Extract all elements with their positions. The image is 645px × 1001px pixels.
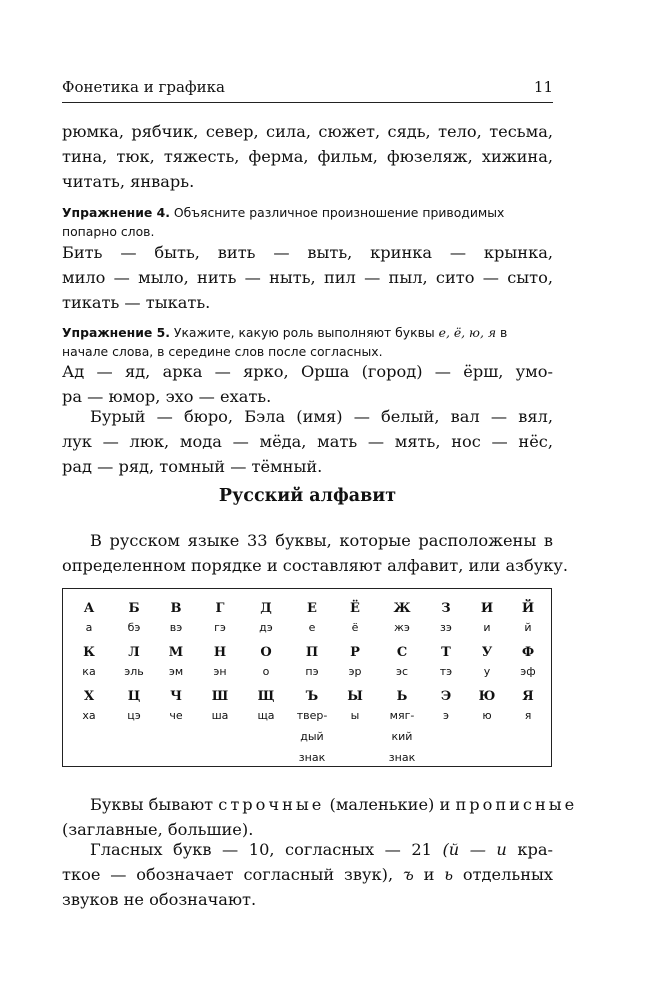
letter-name: вэ (169, 621, 183, 634)
text-line: тина, тюк, тяжесть, ферма, фильм, фюзеляж, хижина, (62, 147, 553, 166)
alphabet-letter: Ю (478, 689, 496, 704)
alphabet-letter: Л (128, 645, 140, 660)
text-line: ра — юмор, эхо — ехать. (62, 387, 272, 406)
alphabet-letter: Й (521, 601, 535, 616)
alphabet-cell (154, 601, 198, 638)
alphabet-letter: И (480, 601, 494, 616)
exercise-label: Упражнение 4. (62, 205, 170, 220)
text-run: Буквы бывают (90, 795, 219, 814)
alphabet-letter: Ъ (305, 689, 319, 704)
alphabet-letter: Р (350, 645, 360, 660)
exercise-4-task (62, 203, 553, 241)
running-title: Фонетика и графика (62, 78, 225, 96)
letter-name: э (442, 709, 450, 722)
letter-name: о (262, 665, 270, 678)
letter-name: гэ (214, 621, 226, 634)
alphabet-letter: Б (128, 601, 140, 616)
text-run: и (413, 865, 445, 884)
alphabet-table (62, 588, 552, 767)
alphabet-cell (380, 689, 424, 768)
letter-name: зэ (440, 621, 452, 634)
alphabet-letter: Ж (393, 601, 411, 616)
alphabet-letter: Д (260, 601, 272, 616)
alphabet-cell (154, 645, 198, 682)
alphabet-letter: Х (83, 689, 95, 704)
alphabet-letter: О (260, 645, 272, 660)
alphabet-cell (244, 645, 288, 682)
alphabet-cell (506, 645, 550, 682)
text-line (62, 837, 553, 862)
alphabet-letter: Э (440, 689, 452, 704)
alphabet-cell (244, 689, 288, 726)
text-line (62, 792, 578, 817)
text-line: Бить — быть, вить — выть, кринка — крынка, (62, 243, 553, 262)
letter-name: дэ (259, 621, 273, 634)
alphabet-letter: У (481, 645, 493, 660)
letter-name: тэ (439, 665, 453, 678)
alphabet-letter: Ё (350, 601, 360, 616)
alphabet-cell (244, 601, 288, 638)
alphabet-letter: Е (307, 601, 317, 616)
text-line: тикать — тыкать. (62, 293, 211, 312)
italic-note: (й — и (442, 840, 507, 859)
letter-name: ща (257, 709, 275, 722)
text-line: В русском языке 33 буквы, которые расположены в (90, 531, 553, 550)
page-number: 11 (533, 78, 553, 96)
text-line: (заглавные, большие). (62, 820, 254, 839)
letter-name: эль (124, 665, 144, 678)
alphabet-cell (465, 601, 509, 638)
task-line: попарно слов. (62, 224, 155, 239)
task-line (62, 323, 553, 342)
text-line: определенном порядке и составляют алфавит, или азбуку. (62, 556, 569, 575)
letter-name: ы (350, 709, 360, 722)
alphabet-intro (62, 528, 569, 578)
letter-name: я (524, 709, 532, 722)
text-line: рад — ряд, томный — тёмный. (62, 457, 323, 476)
task-letters: е, ё, ю, я (438, 325, 497, 340)
alphabet-letter: В (170, 601, 182, 616)
alphabet-letter: Ш (211, 689, 229, 704)
alphabet-letter: Ы (347, 689, 363, 704)
exercise-5-task (62, 323, 553, 361)
task-text: в (496, 325, 508, 340)
alphabet-letter: Ц (127, 689, 141, 704)
letter-name: дый (300, 730, 324, 743)
alphabet-cell (506, 601, 550, 638)
alphabet-cell (67, 689, 111, 726)
letter-name: знак (298, 751, 326, 764)
word-list-paragraph (62, 119, 553, 194)
alphabet-cell (465, 645, 509, 682)
letter-name: эф (520, 665, 536, 678)
alphabet-cell (465, 689, 509, 726)
alphabet-cell (112, 689, 156, 726)
text-line: читать, январь. (62, 172, 195, 191)
term-propisnye: прописные (455, 795, 578, 814)
letter-name: мяг- (389, 709, 415, 722)
alphabet-cell (424, 645, 468, 682)
exercise-label: Упражнение 5. (62, 325, 170, 340)
alphabet-cell (198, 601, 242, 638)
alphabet-cell (424, 601, 468, 638)
letter-name: ха (82, 709, 96, 722)
alphabet-letter: Н (213, 645, 227, 660)
alphabet-letter: П (305, 645, 319, 660)
alphabet-cell (290, 689, 334, 768)
letter-name: пэ (305, 665, 319, 678)
alphabet-cell (67, 645, 111, 682)
header-rule (62, 102, 553, 103)
alphabet-letter: М (168, 645, 184, 660)
letter-name: кий (391, 730, 413, 743)
text-run: (маленькие) и (324, 795, 456, 814)
hard-sign-letter: ъ (402, 865, 414, 884)
alphabet-letter: Ь (396, 689, 408, 704)
alphabet-cell (424, 689, 468, 726)
text-line: звуков не обозначают. (62, 890, 257, 909)
alphabet-letter: К (83, 645, 95, 660)
exercise-5-paragraph-2 (62, 404, 553, 479)
alphabet-letter: Я (522, 689, 534, 704)
section-title: Русский алфавит (218, 486, 397, 506)
letter-name: эр (348, 665, 362, 678)
alphabet-letter: А (83, 601, 95, 616)
letter-name: цэ (127, 709, 141, 722)
alphabet-cell (198, 689, 242, 726)
letter-name: эн (213, 665, 227, 678)
text-line: лук — люк, мода — мёда, мать — мять, нос — нёс, (62, 432, 553, 451)
text-run: ткое — обозначает согласный звук), (62, 865, 403, 884)
alphabet-cell (506, 689, 550, 726)
letter-name: бэ (127, 621, 141, 634)
letter-name: эм (168, 665, 184, 678)
letter-name: и (483, 621, 491, 634)
alphabet-cell (290, 645, 334, 682)
letter-name: у (483, 665, 491, 678)
alphabet-cell (380, 601, 424, 638)
letter-name: й (524, 621, 532, 634)
alphabet-cell (112, 601, 156, 638)
soft-sign-letter: ь (444, 865, 454, 884)
alphabet-letter: З (441, 601, 451, 616)
text-run: Гласных букв — 10, согласных — 21 (90, 840, 443, 859)
alphabet-letter: С (396, 645, 408, 660)
letter-name: а (85, 621, 93, 634)
letter-name: эс (395, 665, 409, 678)
alphabet-cell (333, 689, 377, 726)
alphabet-cell (154, 689, 198, 726)
alphabet-cell (67, 601, 111, 638)
term-strochnye: строчные (218, 795, 325, 814)
task-line: начале слова, в середине слов после согласных. (62, 344, 383, 359)
exercise-5-paragraph-1 (62, 359, 553, 409)
text-line: рюмка, рябчик, север, сила, сюжет, сядь, тело, тесьма, (62, 122, 553, 141)
text-run: отдельных (453, 865, 553, 884)
alphabet-cell (333, 601, 377, 638)
alphabet-cell (380, 645, 424, 682)
closing-paragraph-2 (62, 837, 553, 912)
letter-name: твер- (296, 709, 328, 722)
alphabet-cell (112, 645, 156, 682)
closing-paragraph-1 (62, 792, 578, 842)
alphabet-cell (198, 645, 242, 682)
letter-name: ша (211, 709, 229, 722)
text-line: Бурый — бюро, Бэла (имя) — белый, вал — вял, (90, 407, 553, 426)
letter-name: че (169, 709, 183, 722)
text-line: мило — мыло, нить — ныть, пил — пыл, сито — сыто, (62, 268, 553, 287)
letter-name: ка (82, 665, 96, 678)
alphabet-letter: Щ (257, 689, 275, 704)
alphabet-letter: Ф (521, 645, 535, 660)
alphabet-letter: Т (441, 645, 451, 660)
task-text: Укажите, какую роль выполняют буквы (173, 325, 439, 340)
task-text: Объясните различное произношение приводимых (173, 205, 505, 220)
text-run: кра- (506, 840, 553, 859)
alphabet-letter: Г (215, 601, 225, 616)
text-line (62, 862, 553, 887)
alphabet-cell (333, 645, 377, 682)
task-line (62, 203, 553, 222)
letter-name: жэ (394, 621, 410, 634)
alphabet-cell (290, 601, 334, 638)
text-line: Ад — яд, арка — ярко, Орша (город) — ёрш, умо- (62, 362, 553, 381)
alphabet-letter: Ч (170, 689, 182, 704)
letter-name: е (308, 621, 316, 634)
exercise-4-words (62, 240, 553, 315)
letter-name: ю (482, 709, 492, 722)
letter-name: знак (388, 751, 416, 764)
letter-name: ё (351, 621, 359, 634)
